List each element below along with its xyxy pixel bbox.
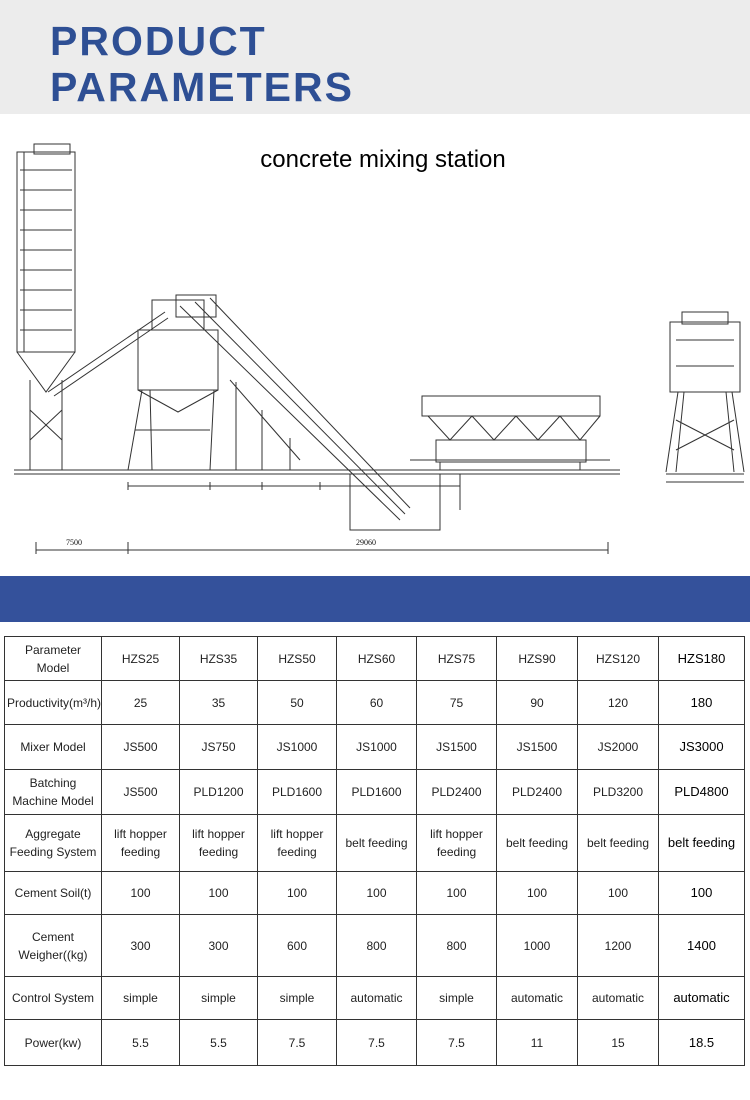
- table-cell: PLD2400: [417, 770, 497, 815]
- table-cell: PLD4800: [659, 770, 745, 815]
- table-cell: 100: [497, 872, 578, 915]
- table-cell: JS3000: [659, 725, 745, 770]
- table-cell: belt feeding: [497, 815, 578, 872]
- row-label: Cement Soil(t): [5, 872, 102, 915]
- technical-drawing: [0, 130, 750, 575]
- table-cell: HZS60: [337, 637, 417, 681]
- table-cell: simple: [417, 977, 497, 1020]
- table-cell: JS1000: [337, 725, 417, 770]
- table-cell: 90: [497, 681, 578, 725]
- section-divider-band: [0, 576, 750, 622]
- table-cell: belt feeding: [659, 815, 745, 872]
- table-cell: 800: [337, 915, 417, 977]
- table-row: [5, 681, 745, 725]
- table-cell: 100: [578, 872, 659, 915]
- row-label: Aggregate Feeding System: [5, 815, 102, 872]
- parameters-table: [4, 636, 745, 1066]
- table-cell: PLD1200: [180, 770, 258, 815]
- row-label: Parameter Model: [5, 637, 102, 681]
- table-cell: JS500: [102, 725, 180, 770]
- table-cell: 100: [102, 872, 180, 915]
- table-cell: automatic: [659, 977, 745, 1020]
- row-label: Power(kw): [5, 1020, 102, 1066]
- header-band: [0, 0, 750, 114]
- table-cell: simple: [180, 977, 258, 1020]
- table-cell: PLD2400: [497, 770, 578, 815]
- table-cell: JS750: [180, 725, 258, 770]
- parameters-table-body: [5, 637, 745, 1066]
- table-cell: 120: [578, 681, 659, 725]
- table-cell: PLD1600: [258, 770, 337, 815]
- table-cell: 100: [337, 872, 417, 915]
- table-row: [5, 770, 745, 815]
- table-cell: 1000: [497, 915, 578, 977]
- table-cell: JS1000: [258, 725, 337, 770]
- table-row: [5, 637, 745, 681]
- table-cell: 18.5: [659, 1020, 745, 1066]
- table-cell: 5.5: [180, 1020, 258, 1066]
- row-label: Control System: [5, 977, 102, 1020]
- table-cell: HZS75: [417, 637, 497, 681]
- table-cell: 7.5: [258, 1020, 337, 1066]
- table-cell: 100: [258, 872, 337, 915]
- table-cell: lift hopper feeding: [258, 815, 337, 872]
- table-cell: 1400: [659, 915, 745, 977]
- dimension-label-right: 29060: [356, 538, 376, 547]
- table-cell: simple: [102, 977, 180, 1020]
- table-cell: 11: [497, 1020, 578, 1066]
- table-cell: lift hopper feeding: [417, 815, 497, 872]
- table-cell: 300: [180, 915, 258, 977]
- table-cell: HZS180: [659, 637, 745, 681]
- table-cell: JS500: [102, 770, 180, 815]
- table-row: [5, 915, 745, 977]
- table-cell: automatic: [337, 977, 417, 1020]
- table-cell: HZS120: [578, 637, 659, 681]
- table-cell: 15: [578, 1020, 659, 1066]
- page-title: [50, 18, 354, 110]
- table-cell: JS2000: [578, 725, 659, 770]
- table-cell: belt feeding: [578, 815, 659, 872]
- dimension-label-left: 7500: [66, 538, 82, 547]
- title-line-2: PARAMETERS: [50, 64, 354, 110]
- mixing-station-drawing: [0, 130, 750, 575]
- table-cell: 50: [258, 681, 337, 725]
- table-cell: 600: [258, 915, 337, 977]
- table-cell: belt feeding: [337, 815, 417, 872]
- table-cell: 75: [417, 681, 497, 725]
- table-cell: lift hopper feeding: [180, 815, 258, 872]
- table-row: [5, 977, 745, 1020]
- table-cell: 35: [180, 681, 258, 725]
- table-cell: 180: [659, 681, 745, 725]
- table-row: [5, 1020, 745, 1066]
- table-row: [5, 725, 745, 770]
- table-cell: simple: [258, 977, 337, 1020]
- table-cell: HZS35: [180, 637, 258, 681]
- row-label: Mixer Model: [5, 725, 102, 770]
- table-cell: HZS25: [102, 637, 180, 681]
- title-line-1: PRODUCT: [50, 18, 267, 64]
- row-label: Productivity(m³/h): [5, 681, 102, 725]
- row-label: Cement Weigher((kg): [5, 915, 102, 977]
- table-cell: HZS50: [258, 637, 337, 681]
- table-cell: 800: [417, 915, 497, 977]
- table-cell: 100: [180, 872, 258, 915]
- table-cell: 60: [337, 681, 417, 725]
- drawing-title: concrete mixing station: [260, 146, 506, 173]
- table-cell: 7.5: [417, 1020, 497, 1066]
- table-cell: 25: [102, 681, 180, 725]
- row-label: Batching Machine Model: [5, 770, 102, 815]
- table-cell: 7.5: [337, 1020, 417, 1066]
- table-cell: JS1500: [417, 725, 497, 770]
- table-cell: 1200: [578, 915, 659, 977]
- table-cell: PLD1600: [337, 770, 417, 815]
- table-cell: 300: [102, 915, 180, 977]
- table-cell: 100: [417, 872, 497, 915]
- table-cell: PLD3200: [578, 770, 659, 815]
- table-cell: lift hopper feeding: [102, 815, 180, 872]
- table-cell: JS1500: [497, 725, 578, 770]
- table-cell: automatic: [578, 977, 659, 1020]
- table-cell: 100: [659, 872, 745, 915]
- table-row: [5, 815, 745, 872]
- table-row: [5, 872, 745, 915]
- table-cell: 5.5: [102, 1020, 180, 1066]
- table-cell: HZS90: [497, 637, 578, 681]
- table-cell: automatic: [497, 977, 578, 1020]
